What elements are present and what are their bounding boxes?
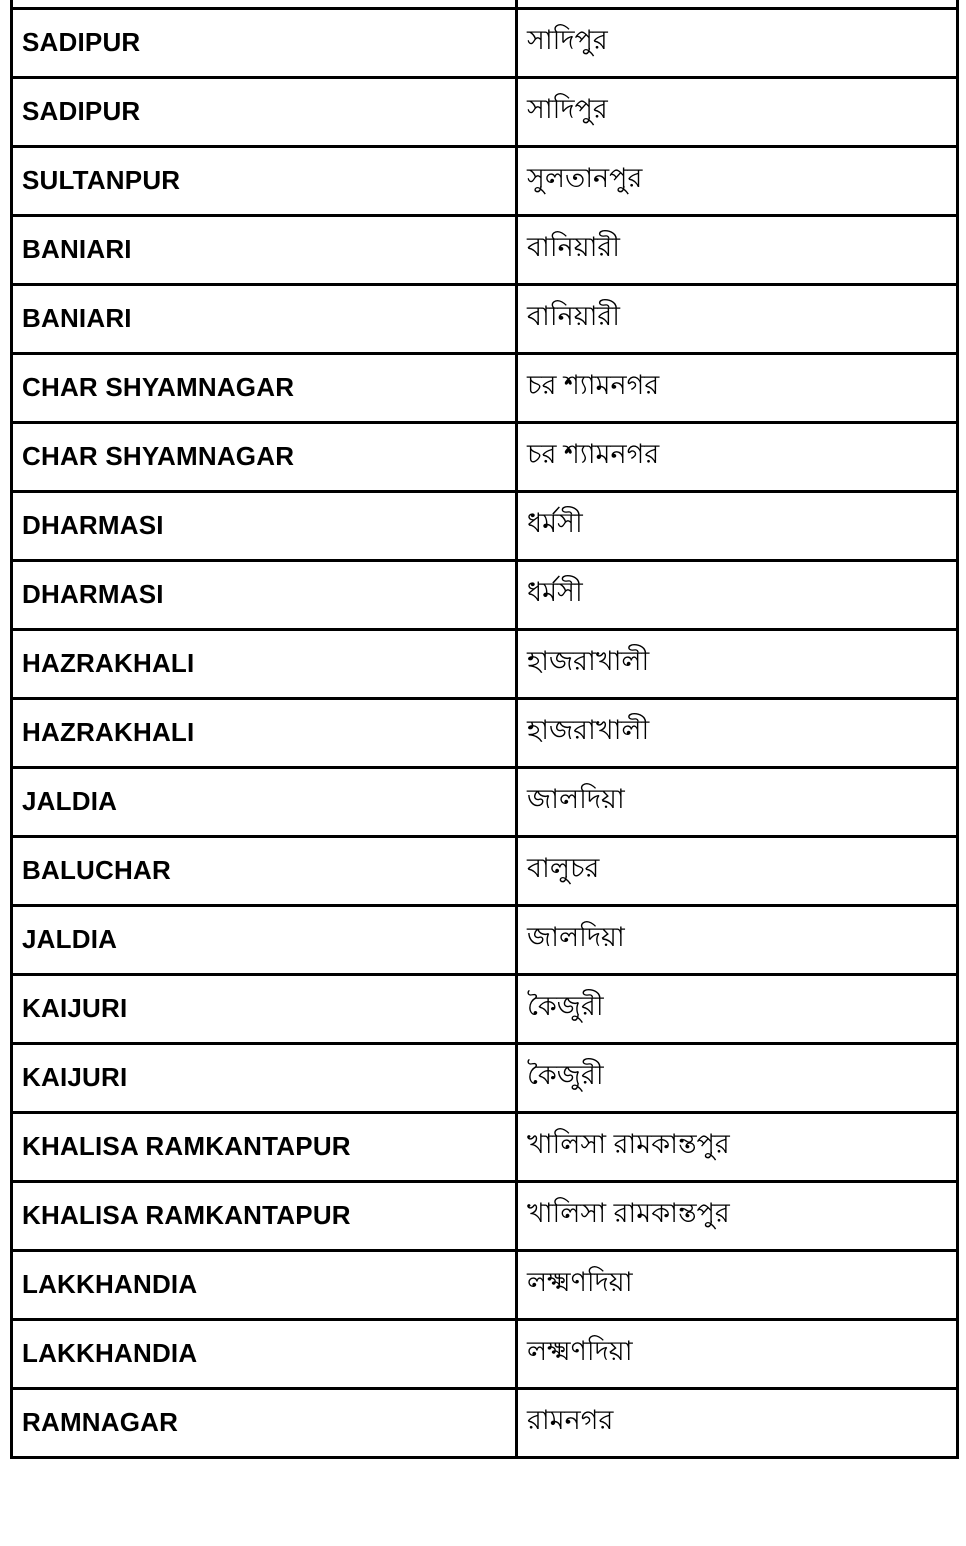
table-row [12,215,958,284]
cell-bengali-name: সাদিপুর [517,77,958,146]
cell-bengali-name: লক্ষ্মণদিয়া [517,1250,958,1319]
cell-english-name: BANIARI [12,284,517,353]
table-row [12,1181,958,1250]
table-row [12,8,958,77]
table-row [12,974,958,1043]
cell-english-name: BANIARI [12,215,517,284]
cell-bengali-name: চর শ্যামনগর [517,353,958,422]
table-row [12,1388,958,1457]
table-body [12,0,958,1457]
table-row [12,146,958,215]
village-name-table [10,0,959,1459]
table-row [12,698,958,767]
cell-bengali [517,0,958,8]
table-row [12,1112,958,1181]
cell-bengali-name: জালদিয়া [517,767,958,836]
cell-english-name: KHALISA RAMKANTAPUR [12,1112,517,1181]
cell-english-name: JALDIA [12,905,517,974]
cell-english-name: LAKKHANDIA [12,1319,517,1388]
cell-english [12,0,517,8]
cell-english-name: DHARMASI [12,560,517,629]
table-row [12,905,958,974]
table-row [12,836,958,905]
cell-bengali-name: কৈজুরী [517,1043,958,1112]
table-row [12,1043,958,1112]
cell-english-name: KHALISA RAMKANTAPUR [12,1181,517,1250]
table-row [12,1250,958,1319]
table-row [12,767,958,836]
cell-bengali-name: সুলতানপুর [517,146,958,215]
table-row [12,629,958,698]
cell-bengali-name: কৈজুরী [517,974,958,1043]
table-row [12,560,958,629]
cell-english-name: HAZRAKHALI [12,698,517,767]
cell-english-name: LAKKHANDIA [12,1250,517,1319]
cell-bengali-name: ধর্মসী [517,491,958,560]
cell-english-name: BALUCHAR [12,836,517,905]
cell-english-name: KAIJURI [12,974,517,1043]
cell-bengali-name: জালদিয়া [517,905,958,974]
cell-bengali-name: হাজরাখালী [517,698,958,767]
cell-bengali-name: বালুচর [517,836,958,905]
cell-english-name: JALDIA [12,767,517,836]
cell-bengali-name: খালিসা রামকান্তপুর [517,1112,958,1181]
cell-english-name: RAMNAGAR [12,1388,517,1457]
cell-bengali-name: বানিয়ারী [517,284,958,353]
cell-bengali-name: চর শ্যামনগর [517,422,958,491]
cell-bengali-name: বানিয়ারী [517,215,958,284]
cell-english-name: CHAR SHYAMNAGAR [12,422,517,491]
cell-bengali-name: ধর্মসী [517,560,958,629]
cell-english-name: HAZRAKHALI [12,629,517,698]
table-row [12,284,958,353]
table-row-clipped-header [12,0,958,8]
cell-bengali-name: লক্ষ্মণদিয়া [517,1319,958,1388]
table-row [12,422,958,491]
cell-bengali-name: হাজরাখালী [517,629,958,698]
table-row [12,77,958,146]
cell-bengali-name: রামনগর [517,1388,958,1457]
table-row [12,353,958,422]
table-row [12,1319,958,1388]
cell-english-name: SADIPUR [12,77,517,146]
cell-bengali-name: খালিসা রামকান্তপুর [517,1181,958,1250]
cell-english-name: CHAR SHYAMNAGAR [12,353,517,422]
table-row [12,491,958,560]
cell-english-name: DHARMASI [12,491,517,560]
cell-english-name: SADIPUR [12,8,517,77]
cell-english-name: KAIJURI [12,1043,517,1112]
cell-bengali-name: সাদিপুর [517,8,958,77]
cell-english-name: SULTANPUR [12,146,517,215]
page-bottom-margin [10,1459,956,1519]
